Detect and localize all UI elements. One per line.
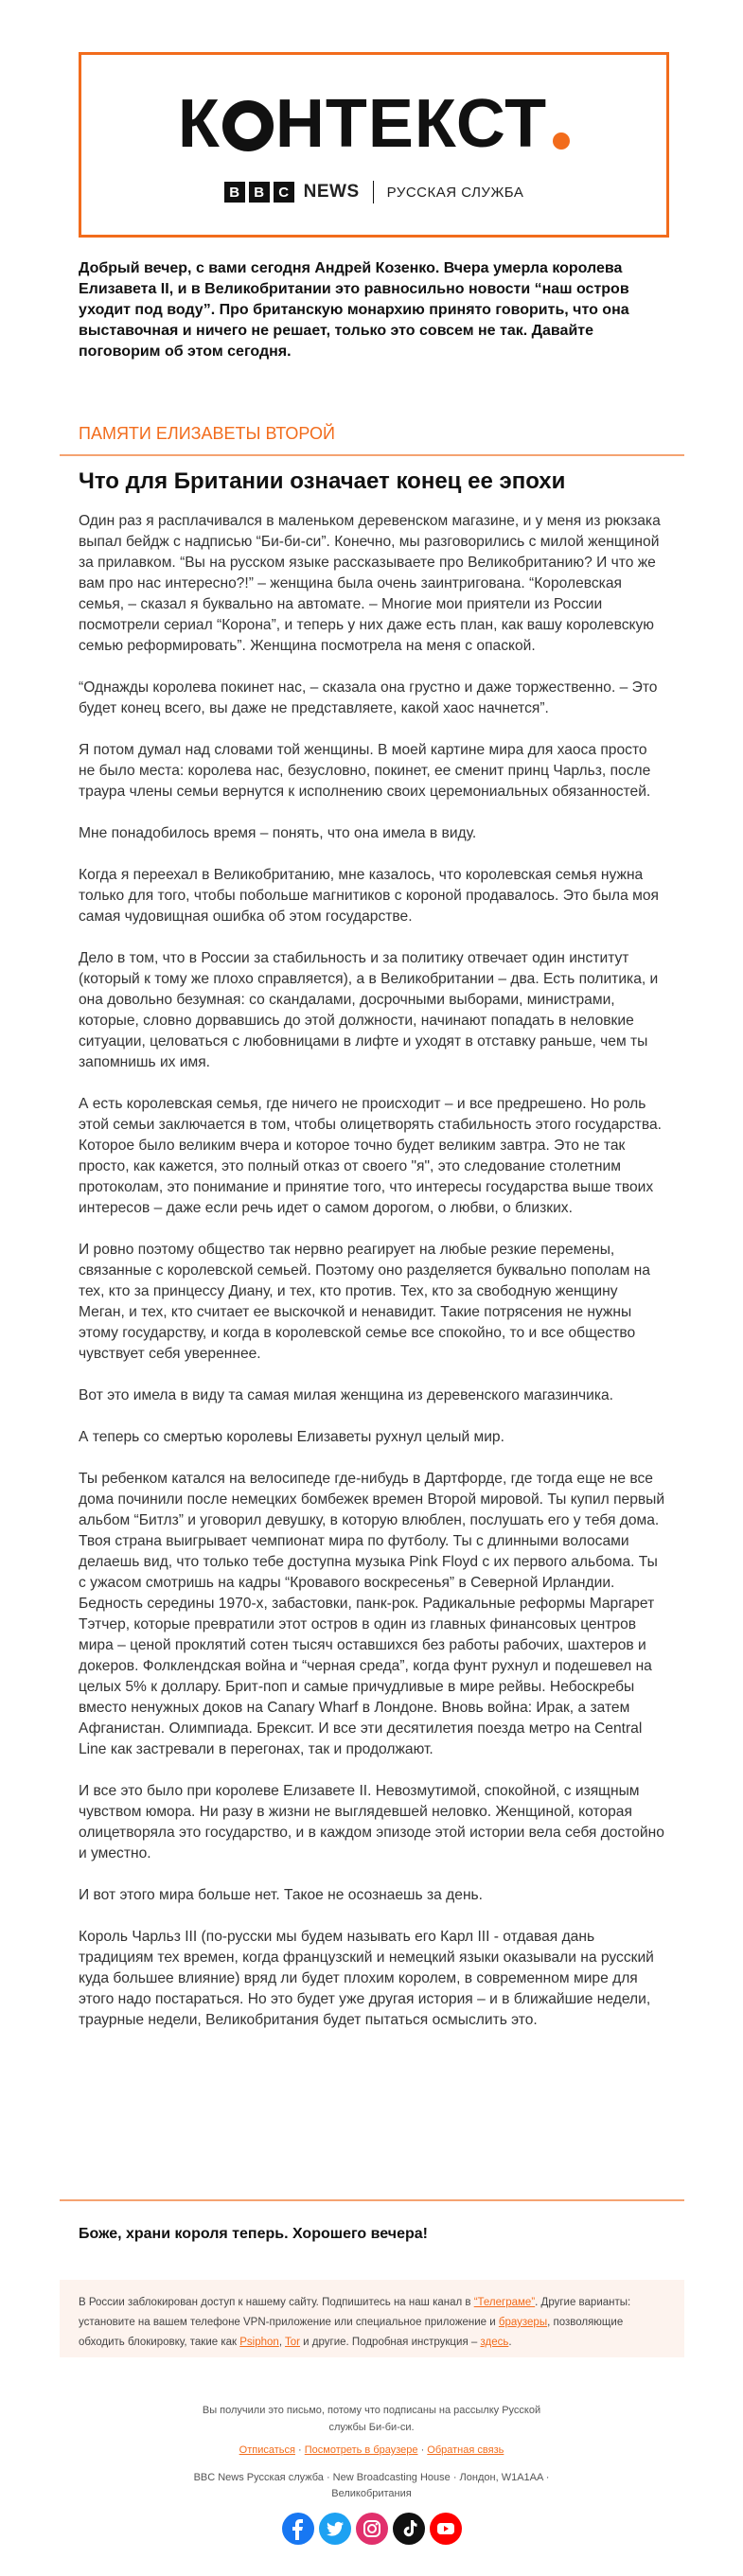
article-paragraph: Я потом думал над словами той женщины. В моей картине мира для хаоса просто не было места: королева нас, безусловно, покинет, ее сменит принц Чарльз, после траура члены семьи вернутся к исполнению своих церемониальных обязанностей.: [79, 742, 651, 800]
bbc-service-label: РУССКАЯ СЛУЖБА: [386, 184, 524, 201]
article-paragraph: Дело в том, что в России за стабильность и за политику отвечает один институт (который к тому же плохо справляется), а в Великобритании – два. Есть политика, и она довольно безумная: со скандалами, досрочными выборами, министрами, которые, словно дорвавшись до этой должности, начинают попадать в неловкие ситуации, целоваться с любовницами в лифте и уходят в отставку раньше, чем ты запомнишь их имя.: [79, 950, 659, 1070]
social-links: [0, 2513, 743, 2545]
footer-separator: ·: [294, 2444, 305, 2456]
article-paragraph: Король Чарльз III (по-русски мы будем называть его Карл III - отдавая дань традициям тех времен, когда французский и немецкий языки оказывали на русский куда большее влияние) вряд ли будет плохим королем, в современном мире для этого надо постараться. Но это будет уже другая история – и в ближайшие недели, траурные недели, Великобритания будет пытаться осмыслить это.: [79, 1929, 654, 2028]
unsubscribe-link[interactable]: Отписаться: [239, 2444, 295, 2456]
bbc-block-b1: B: [224, 182, 245, 203]
logo-o-shape: [222, 100, 274, 151]
notice-text: ,: [278, 2337, 285, 2348]
closing-divider: [60, 2199, 684, 2201]
intro-text: Добрый вечер, с вами сегодня Андрей Козенко. Вчера умерла королева Елизавета II, и в Великобритании это равносильно новости “наш остров уходит под воду”. Про британскую монархию принято говорить, что она выставочная и ничего не решает, только это совсем не так. Давайте поговорим об этом сегодня.: [79, 260, 629, 360]
notice-text: , позволяющие обходить блокировку, такие как: [79, 2317, 624, 2348]
blocking-notice: [60, 2280, 684, 2357]
instructions-link[interactable]: здесь: [480, 2337, 509, 2348]
tor-link[interactable]: Tor: [285, 2337, 300, 2348]
telegram-link[interactable]: “Телеграме”: [473, 2297, 536, 2308]
section-label: ПАМЯТИ ЕЛИЗАВЕТЫ ВТОРОЙ: [79, 424, 335, 443]
header-logo-box: [79, 52, 669, 238]
tiktok-icon[interactable]: [393, 2513, 425, 2545]
article-paragraph: Когда я переехал в Великобританию, мне казалось, что королевская семья нужна только для того, чтобы побольше магнитиков с короной продавалось. Это была моя самая чудовищная ошибка об этом государстве.: [79, 867, 659, 925]
youtube-icon[interactable]: [430, 2513, 462, 2545]
psiphon-link[interactable]: Psiphon: [239, 2337, 279, 2348]
article-paragraph: Мне понадобилось время – понять, что она имела в виду.: [79, 825, 477, 841]
article-paragraph: А есть королевская семья, где ничего не происходит – и все предрешено. Но роль этой семьи заключается в том, чтобы олицетворять стабильность этого государства. Которое было великим вчера и которое точно будет великим завтра. Это не так просто, как кажется, это полный отказ от своего "я", это следование столетним протоколам, это понимание и принятие того, что интересы государства выше твоих интересов – даже если речь идет о самом дорогом, о любви, о близких.: [79, 1096, 662, 1216]
article-paragraph: И вот этого мира больше нет. Такое не осознаешь за день.: [79, 1887, 484, 1903]
article-paragraph: И ровно поэтому общество так нервно реагирует на любые резкие перемены, связанные с королевской семьей. Поэтому оно разделяется буквально пополам на тех, кто за принцессу Диану, и тех, кто против. Тех, кто за свободную женщину Меган, и тех, кто считает ее выскочкой и ненавидит. Такие потрясения не нужны этому государству, и когда в королевской семье все спокойно, то и все общество чувствует себя увереннее.: [79, 1242, 650, 1362]
bbc-news-label: NEWS: [303, 182, 360, 202]
bbc-block-b2: B: [249, 182, 270, 203]
subscription-note: Вы получили это письмо, потому что подписаны на рассылку Русской службы Би-би-си.: [202, 2405, 541, 2433]
footer-separator: ·: [417, 2444, 428, 2456]
bbc-block-c: C: [274, 182, 294, 203]
notice-text: и другие. Подробная инструкция –: [299, 2337, 481, 2348]
closing-line: Боже, храни короля теперь. Хорошего вечера!: [79, 2226, 428, 2242]
article-title: Что для Британии означает конец ее эпохи: [79, 468, 566, 494]
article-paragraph: Один раз я расплачивался в маленьком деревенском магазине, и у меня из рюкзака выпал бейдж с надписью “Би-би-си”. Конечно, мы разговорились с милой женщиной за прилавком. “Вы на русском языке рассказываете про Великобританию? И что же вам про нас интересно?!” – женщина была очень заинтригована. “Королевская семья, – сказал я буквально на автомате. – Многие мои приятели из России посмотрели сериал “Корона”, и теперь у них даже есть план, как вашу королевскую семью реформировать”. Женщина посмотрела на меня с опаской.: [79, 513, 661, 654]
feedback-link[interactable]: Обратная связь: [427, 2444, 504, 2456]
article-paragraph: “Однажды королева покинет нас, – сказала она грустно и даже торжественно. – Это будет конец всего, вы даже не представляете, какой хаос начнется”.: [79, 679, 658, 716]
footer-address: BBC News Русская служба · New Broadcasting House · Лондон, W1A1AA · Великобритания: [193, 2472, 550, 2499]
article-paragraph: Ты ребенком катался на велосипеде где-нибудь в Дартфорде, где тогда еще не все дома починили после немецких бомбежек времен Второй мировой. Ты купил первый альбом “Битлз” и уговорил девушку, в которую влюблен, послушать его у тебя дома. Твоя страна выигрывает чемпионат мира по футболу. Ты с длинными волосами делаешь вид, что только тебе доступна музыка Pink Floyd с их первого альбома. Ты с ужасом смотришь на кадры “Кровавого воскресенья” в Северной Ирландии. Бедность середины 1970-х, забастовки, панк-рок. Радикальные реформы Маргарет Тэтчер, которые превратили этот остров в один из главных финансовых центров мира – ценой проклятий сотен тысяч оставшихся без работы рабочих, шахтеров и докеров. Фолклендская война и “черная среда”, когда фунт рухнул и подешевел на целых 5% к доллару. Брит-поп и самые причудливые в мире рейвы. Небоскребы вместо ненужных доков на Canary Wharf в Лондоне. Вновь война: Ирак, а затем Афганистан. Олимпиада. Брексит. И все эти десятилетия поезда метро на Central Line как застревали в перегонах, так и продолжают.: [79, 1471, 665, 1757]
kontekst-logo: [81, 81, 666, 167]
instagram-icon[interactable]: [356, 2513, 388, 2545]
logo-letters: НТЕКСТ: [274, 86, 548, 162]
facebook-icon[interactable]: [282, 2513, 314, 2545]
logo-separator: [373, 181, 374, 203]
article-paragraph: И все это было при королеве Елизавете II. Невозмутимой, спокойной, с изящным чувством юмора. Ни разу в жизни не выглядевшей неловко. Женщиной, которая олицетворяла это государство, и в каждом эпизоде этой истории вела себя достойно и уместно.: [79, 1783, 664, 1861]
bbc-news-russian-logo: [81, 178, 666, 206]
notice-text: В России заблокирован доступ к нашему сайту. Подпишитесь на наш канал в: [79, 2297, 474, 2308]
view-in-browser-link[interactable]: Посмотреть в браузере: [304, 2444, 418, 2456]
twitter-icon[interactable]: [319, 2513, 351, 2545]
notice-text: . Другие варианты: установите на вашем телефоне VPN-приложение или специальное приложение и: [79, 2297, 631, 2328]
section-divider: [60, 454, 684, 456]
logo-letter-k: К: [177, 86, 221, 162]
article-paragraph: Вот это имела в виду та самая милая женщина из деревенского магазинчика.: [79, 1387, 614, 1403]
logo-orange-dot: [553, 132, 570, 150]
notice-text: .: [508, 2337, 512, 2348]
article-paragraph: А теперь со смертью королевы Елизаветы рухнул целый мир.: [79, 1429, 504, 1445]
article-body: [79, 511, 667, 2052]
browsers-link[interactable]: браузеры: [498, 2317, 548, 2328]
footer-links: [189, 2444, 554, 2456]
